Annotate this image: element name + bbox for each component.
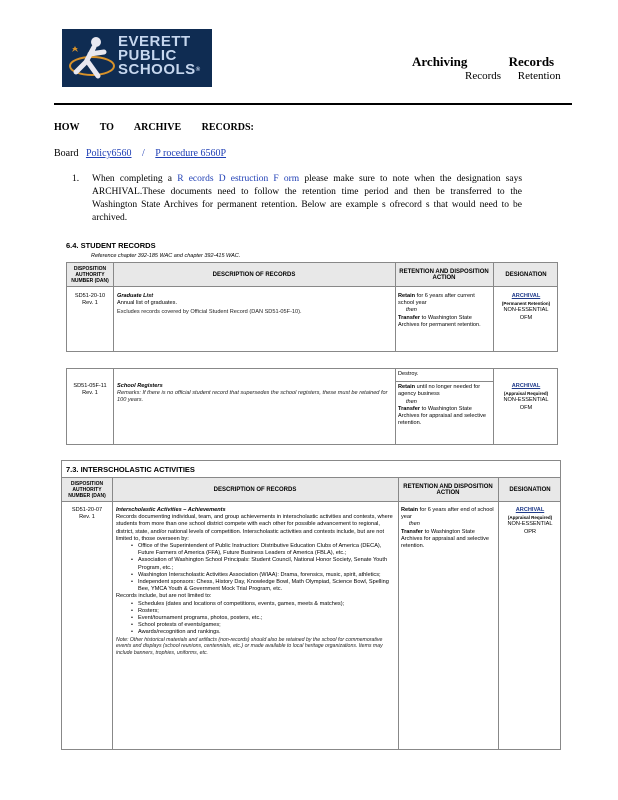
link-separator: / bbox=[142, 148, 145, 159]
list-item: • Awards/recognition and rankings. bbox=[128, 629, 394, 636]
header-dan: DISPOSITION AUTHORITY NUMBER (DAN) bbox=[68, 481, 106, 499]
then-label: then bbox=[409, 521, 420, 528]
logo-line-3: SCHOOLS bbox=[118, 61, 196, 78]
board-policy-links bbox=[54, 148, 226, 159]
section-title-interscholastic: 7.3. INTERSCHOLASTIC ACTIVITIES bbox=[66, 465, 195, 474]
retain-label: Retain bbox=[398, 384, 416, 391]
list-item: • Washington Interscholastic Activities Association (WIAA): Drama, forensics, music, spirit, athletics; bbox=[128, 572, 394, 579]
table-row bbox=[67, 383, 113, 397]
designation-archival: ARCHIVAL bbox=[515, 507, 545, 513]
interscholastic-activities-table bbox=[61, 460, 561, 750]
list-item: • Independent sponsors: Chess, History Day, Knowledge Bowl, Math Olympiad, Science Bowl, Spelling Bee, YMCA Youth & Government Mock Trial Program, etc. bbox=[128, 579, 394, 593]
header-designation: DESIGNATION bbox=[509, 487, 551, 493]
list-item: • Schedules (dates and locations of competitions, events, games, meets & matches); bbox=[128, 601, 394, 608]
record-title: Graduate List bbox=[117, 293, 154, 299]
record-exclusion: Excludes records covered by Official Student Record (DAN SD51-05F-10). bbox=[117, 309, 302, 316]
runner-icon bbox=[66, 32, 118, 84]
everett-public-schools-logo bbox=[62, 29, 212, 87]
ofm-label: OFM bbox=[519, 314, 533, 321]
procedure-link[interactable]: P rocedure 6560P bbox=[155, 148, 227, 159]
how-to-heading: HOW TO ARCHIVE RECORDS: bbox=[54, 122, 254, 133]
retain-label: Retain bbox=[401, 507, 419, 513]
item-text-rest: please make sure to note when the designation says ARCHIVAL.These documents need to follow the retention time period and then be transferred to the Washington State Archives for permanent retention. Below are example s ofrecord s that would need to be archived. bbox=[92, 174, 523, 223]
retain-label: Retain bbox=[398, 293, 416, 299]
section-title-student-records: 6.4. STUDENT RECORDS bbox=[66, 241, 156, 250]
list-item: • Association of Washington School Principals: Student Council, National Honor Society, Senate Youth Program, etc.; bbox=[128, 557, 394, 571]
logo-line-1: EVERETT bbox=[118, 33, 191, 50]
dan-number: SD51-05F-11 bbox=[73, 383, 107, 389]
page-title: Archiving Records bbox=[412, 54, 555, 69]
page-subtitle: Records Retention bbox=[465, 70, 561, 82]
designation-archival: ARCHIVAL bbox=[511, 293, 541, 299]
transfer-detail: to Washington State Archives for appraisal and selective retention. bbox=[398, 405, 486, 427]
policy-link[interactable]: Policy6560 bbox=[85, 148, 132, 159]
revision: Rev. 1 bbox=[82, 390, 98, 397]
logo-trademark: ® bbox=[195, 67, 201, 73]
retain-period: for 6 years after current school year bbox=[398, 293, 475, 307]
transfer-label: Transfer bbox=[401, 528, 424, 535]
record-title: Interscholastic Activities – Achievements bbox=[116, 507, 226, 513]
table-row bbox=[67, 293, 113, 307]
designation-note: (Permanent Retention) bbox=[501, 301, 551, 307]
header-description: DESCRIPTION OF RECORDS bbox=[212, 272, 296, 278]
table-header bbox=[62, 478, 560, 502]
logo-line-2: PUBLIC bbox=[118, 47, 177, 64]
destroy-text: Destroy. bbox=[398, 371, 419, 377]
list-item: • Office of the Superintendent of Public Instruction: Distributive Education Clubs of America (DECA), Future Farmers of America (FFA), Future Business Leaders of America (FBLA), etc.; bbox=[128, 543, 394, 557]
header-divider bbox=[54, 103, 572, 105]
header-retention: RETENTION AND DISPOSITION ACTION bbox=[403, 484, 493, 496]
list-item: • School protests of events/games; bbox=[128, 622, 394, 629]
dan-number: SD51-20-10 bbox=[74, 293, 106, 299]
transfer-detail: to Washington State Archives for permanent retention. bbox=[398, 314, 481, 328]
header-description: DESCRIPTION OF RECORDS bbox=[213, 487, 297, 493]
designation-note: (Appraisal Required) bbox=[503, 391, 549, 397]
header-retention: RETENTION AND DISPOSITION ACTION bbox=[399, 269, 489, 281]
header-dan: DISPOSITION AUTHORITY NUMBER (DAN) bbox=[71, 266, 109, 284]
retain-period: until no longer needed for agency business bbox=[398, 384, 481, 398]
section-reference: Reference chapter 392-185 WAC and chapter 392-415 WAC. bbox=[91, 253, 241, 259]
essential-status: NON-ESSENTIAL bbox=[507, 521, 553, 528]
records-destruction-form-link[interactable]: R ecords D estruction F orm bbox=[177, 174, 300, 184]
table-header bbox=[67, 263, 557, 287]
opr-label: OPR bbox=[523, 528, 537, 535]
student-records-table-2 bbox=[66, 368, 558, 445]
record-description: Annual list of graduates. bbox=[117, 300, 178, 307]
then-label: then bbox=[406, 307, 417, 314]
retain-period: for 6 years after end of school year bbox=[401, 507, 494, 521]
revision: Rev. 1 bbox=[79, 514, 95, 521]
record-remarks: Remarks: If there is no official student record that supersedes the school registers, these must be retained for 100 years. bbox=[117, 390, 388, 404]
records-include-heading: Records include, but are not limited to: bbox=[116, 593, 212, 600]
transfer-label: Transfer bbox=[398, 314, 421, 321]
transfer-detail: to Washington State Archives for appraisal and selective retention. bbox=[401, 528, 489, 550]
ofm-label: OFM bbox=[519, 404, 533, 411]
table-row bbox=[62, 507, 112, 521]
record-title: School Registers bbox=[117, 383, 163, 389]
designation-note: (Appraisal Required) bbox=[507, 515, 553, 521]
essential-status: NON-ESSENTIAL bbox=[503, 397, 549, 404]
student-records-table-1 bbox=[66, 262, 558, 352]
designation-archival: ARCHIVAL bbox=[511, 383, 541, 389]
header-designation: DESIGNATION bbox=[505, 272, 547, 278]
list-item: • Event/tournament programs, photos, posters, etc.; bbox=[128, 615, 394, 622]
revision: Rev. 1 bbox=[82, 300, 98, 307]
board-label: Board bbox=[54, 148, 79, 159]
transfer-label: Transfer bbox=[398, 405, 421, 412]
essential-status: NON-ESSENTIAL bbox=[503, 307, 549, 314]
item-number: 1. bbox=[72, 174, 80, 184]
record-intro: Records documenting individual, team, and group achievements in interscholastic activities and contests, where students from more than one school district compete with each other for possible advancement to regional, district, state, and/or national levels of competition. Interscholastic activities and contests include, but are not limited to, those overseen by: bbox=[116, 514, 393, 542]
list-item: • Rosters; bbox=[128, 608, 394, 615]
item-text-start: When completing a bbox=[92, 174, 173, 184]
then-label: then bbox=[406, 398, 417, 405]
dan-number: SD51-20-07 bbox=[71, 507, 103, 513]
record-note: Note: Other historical materials and artifacts (non-records) should also be retained by the school for commemorative events and displays (school reunions, centennials, etc.) or made available to local heritage organizations. Items may include banners, trophies, uniforms, etc. bbox=[116, 636, 383, 656]
